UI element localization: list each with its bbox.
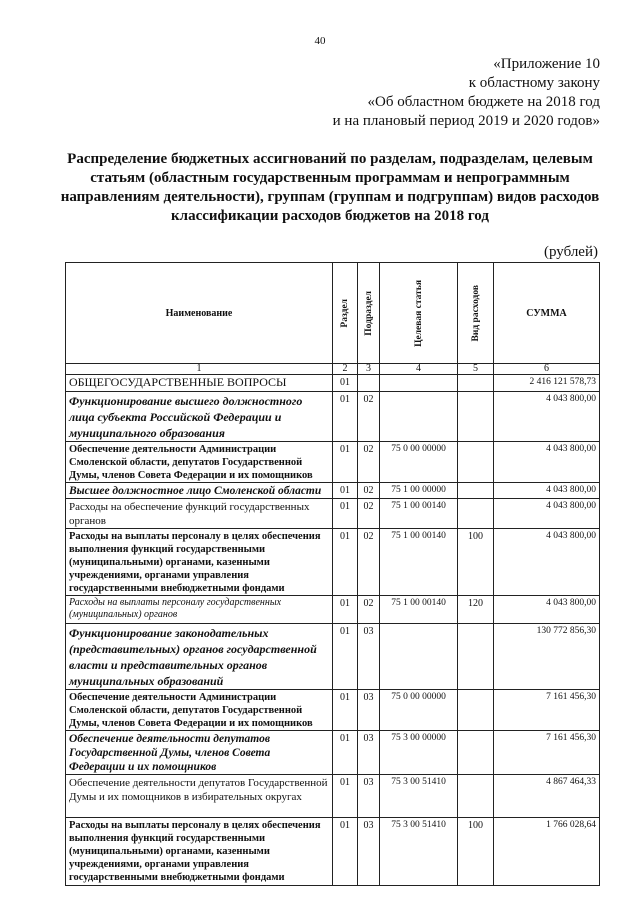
row-amount: 4 043 800,00 bbox=[494, 442, 600, 483]
table-row bbox=[66, 499, 600, 529]
row-name: Функционирование законодательных (представительных) органов государственной власти и представительных органов муниципальных образований bbox=[66, 624, 333, 690]
row-subsection bbox=[358, 375, 380, 392]
row-section: 01 bbox=[333, 596, 358, 624]
row-kind bbox=[458, 392, 494, 442]
header-subsection: Подраздел bbox=[358, 263, 380, 364]
row-name: Обеспечение деятельности депутатов Государственной Думы и их помощников в избирательных округах bbox=[66, 775, 333, 818]
column-number-row bbox=[66, 364, 600, 375]
row-target: 75 0 00 00000 bbox=[380, 442, 458, 483]
row-target bbox=[380, 375, 458, 392]
table-row bbox=[66, 442, 600, 483]
page-number: 40 bbox=[314, 35, 326, 47]
header-sum: СУММА bbox=[494, 263, 600, 364]
row-name: Расходы на выплаты персоналу в целях обеспечения выполнения функций государственными (муниципальными) органами, казенными учреждениями, органами управления государственными внебюджетными фондами bbox=[66, 818, 333, 886]
table-row bbox=[66, 624, 600, 690]
row-amount: 4 043 800,00 bbox=[494, 529, 600, 596]
row-kind bbox=[458, 499, 494, 529]
row-target: 75 3 00 51410 bbox=[380, 775, 458, 818]
row-subsection: 02 bbox=[358, 596, 380, 624]
appendix-line-4: и на плановый период 2019 и 2020 годов» bbox=[332, 113, 600, 129]
row-section: 01 bbox=[333, 499, 358, 529]
row-section: 01 bbox=[333, 442, 358, 483]
row-section: 01 bbox=[333, 624, 358, 690]
table-row bbox=[66, 731, 600, 775]
table-row bbox=[66, 775, 600, 818]
units-label: (рублей) bbox=[543, 244, 598, 260]
row-name: Функционирование высшего должностного лица субъекта Российской Федерации и муниципального образования bbox=[66, 392, 333, 442]
row-subsection: 03 bbox=[358, 624, 380, 690]
row-section: 01 bbox=[333, 529, 358, 596]
row-subsection: 02 bbox=[358, 483, 380, 499]
column-number: 2 bbox=[333, 364, 358, 375]
row-subsection: 03 bbox=[358, 775, 380, 818]
row-name: Расходы на выплаты персоналу государственных (муниципальных) органов bbox=[66, 596, 333, 624]
row-name: ОБЩЕГОСУДАРСТВЕННЫЕ ВОПРОСЫ bbox=[66, 375, 333, 392]
row-target bbox=[380, 392, 458, 442]
row-kind bbox=[458, 442, 494, 483]
row-amount: 1 766 028,64 bbox=[494, 818, 600, 886]
budget-table bbox=[65, 262, 600, 886]
row-target: 75 0 00 00000 bbox=[380, 690, 458, 731]
row-section: 01 bbox=[333, 818, 358, 886]
row-subsection: 02 bbox=[358, 529, 380, 596]
row-amount: 4 043 800,00 bbox=[494, 392, 600, 442]
row-amount: 4 867 464,33 bbox=[494, 775, 600, 818]
appendix-line-1: «Приложение 10 bbox=[493, 56, 600, 72]
row-kind bbox=[458, 375, 494, 392]
appendix-header bbox=[333, 55, 600, 131]
column-number: 1 bbox=[66, 364, 333, 375]
row-name: Расходы на обеспечение функций государственных органов bbox=[66, 499, 333, 529]
table-row bbox=[66, 690, 600, 731]
row-amount: 4 043 800,00 bbox=[494, 499, 600, 529]
table-row bbox=[66, 818, 600, 886]
document-title: Распределение бюджетных ассигнований по разделам, подразделам, целевым статьям (областным государственным программам и непрограммным направлениям деятельности), группам (группам и подгруппам) видов расходов классификации расходов бюджетов на 2018 год bbox=[60, 151, 600, 224]
header-name: Наименование bbox=[66, 263, 333, 364]
row-kind bbox=[458, 624, 494, 690]
row-subsection: 02 bbox=[358, 392, 380, 442]
row-target: 75 1 00 00140 bbox=[380, 529, 458, 596]
row-name: Обеспечение деятельности Администрации Смоленской области, депутатов Государственной Думы, членов Совета Федерации и их помощников bbox=[66, 690, 333, 731]
row-amount: 2 416 121 578,73 bbox=[494, 375, 600, 392]
column-number: 5 bbox=[458, 364, 494, 375]
row-name: Обеспечение деятельности Администрации Смоленской области, депутатов Государственной Думы, членов Совета Федерации и их помощников bbox=[66, 442, 333, 483]
row-kind bbox=[458, 690, 494, 731]
row-name: Расходы на выплаты персоналу в целях обеспечения выполнения функций государственными (муниципальными) органами, казенными учреждениями, органами управления государственными внебюджетными фондами bbox=[66, 529, 333, 596]
table-row bbox=[66, 529, 600, 596]
row-amount: 130 772 856,30 bbox=[494, 624, 600, 690]
row-section: 01 bbox=[333, 775, 358, 818]
row-subsection: 03 bbox=[358, 690, 380, 731]
row-target: 75 1 00 00140 bbox=[380, 499, 458, 529]
column-number: 3 bbox=[358, 364, 380, 375]
row-target: 75 3 00 00000 bbox=[380, 731, 458, 775]
row-kind bbox=[458, 483, 494, 499]
row-section: 01 bbox=[333, 483, 358, 499]
header-target: Целевая статья bbox=[380, 263, 458, 364]
row-amount: 7 161 456,30 bbox=[494, 690, 600, 731]
row-name: Высшее должностное лицо Смоленской области bbox=[66, 483, 333, 499]
row-target: 75 3 00 51410 bbox=[380, 818, 458, 886]
row-section: 01 bbox=[333, 731, 358, 775]
table-row bbox=[66, 375, 600, 392]
row-subsection: 03 bbox=[358, 818, 380, 886]
row-amount: 7 161 456,30 bbox=[494, 731, 600, 775]
row-section: 01 bbox=[333, 375, 358, 392]
row-subsection: 02 bbox=[358, 442, 380, 483]
row-amount: 4 043 800,00 bbox=[494, 596, 600, 624]
row-section: 01 bbox=[333, 690, 358, 731]
column-number: 6 bbox=[494, 364, 600, 375]
row-amount: 4 043 800,00 bbox=[494, 483, 600, 499]
table-row bbox=[66, 392, 600, 442]
row-kind: 100 bbox=[458, 818, 494, 886]
table-header-row bbox=[66, 263, 600, 364]
appendix-line-2: к областному закону bbox=[468, 75, 600, 91]
row-name: Обеспечение деятельности депутатов Государственной Думы, членов Совета Федерации и их помощников bbox=[66, 731, 333, 775]
appendix-line-3: «Об областном бюджете на 2018 год bbox=[367, 94, 600, 110]
row-subsection: 02 bbox=[358, 499, 380, 529]
table-row bbox=[66, 596, 600, 624]
row-kind bbox=[458, 775, 494, 818]
row-target: 75 1 00 00000 bbox=[380, 483, 458, 499]
table-row bbox=[66, 483, 600, 499]
row-section: 01 bbox=[333, 392, 358, 442]
row-kind: 120 bbox=[458, 596, 494, 624]
header-kind: Вид расходов bbox=[458, 263, 494, 364]
row-subsection: 03 bbox=[358, 731, 380, 775]
row-target bbox=[380, 624, 458, 690]
row-kind bbox=[458, 731, 494, 775]
row-target: 75 1 00 00140 bbox=[380, 596, 458, 624]
row-kind: 100 bbox=[458, 529, 494, 596]
column-number: 4 bbox=[380, 364, 458, 375]
header-section: Раздел bbox=[333, 263, 358, 364]
